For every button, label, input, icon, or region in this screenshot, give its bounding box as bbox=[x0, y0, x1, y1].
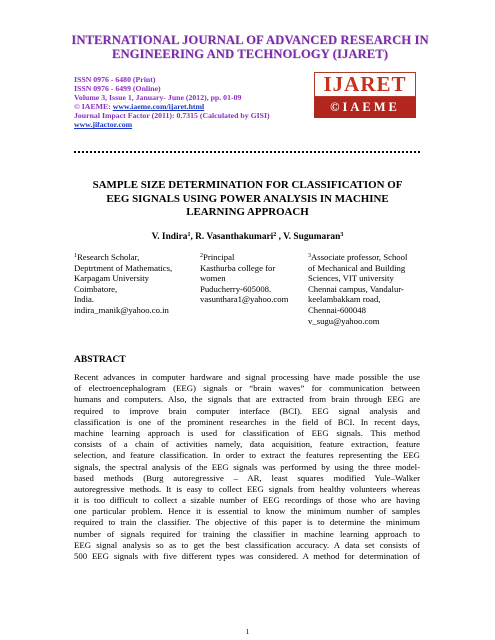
affil3-line: keelambakkam road, bbox=[308, 294, 381, 305]
affil3-email: v_sugu@yahoo.com bbox=[308, 315, 380, 326]
abstract-line: EEG signal analysis so as to get the best classification accuracy. A data set consists of bbox=[74, 539, 420, 550]
abstract-line: it is too difficult to collect a sizable number of EEG recordings of those who are having bbox=[74, 495, 420, 506]
impact-factor: Journal Impact Factor (2011): 0.7315 (Calculated by GISI) bbox=[74, 111, 270, 121]
affil1-line: Deptrtment of Mathematics, bbox=[74, 262, 173, 273]
author-sep-2: , bbox=[276, 232, 284, 242]
affil1-line: Coimbatore, bbox=[74, 283, 118, 294]
affil2-line: women bbox=[200, 273, 226, 284]
iaeme-link[interactable]: www.iaeme.com/ijaret.html bbox=[112, 102, 205, 112]
author-3: V. Sugumaran bbox=[283, 232, 341, 242]
page-number: 1 bbox=[245, 627, 250, 636]
abstract-line: Recent advances in computer hardware and signal processing have made possible the use bbox=[74, 372, 420, 382]
affil3-line: Chennai-600048 bbox=[308, 304, 366, 315]
journal-title bbox=[60, 34, 440, 61]
issn-print: ISSN 0976 - 6480 (Print) bbox=[74, 75, 156, 84]
journal-title-line1: INTERNATIONAL JOURNAL OF ADVANCED RESEARCH IN bbox=[71, 33, 429, 47]
author-sep-1: , bbox=[190, 232, 196, 242]
affil1-line: Research Scholar, bbox=[77, 252, 140, 262]
journal-title-line2: ENGINEERING AND TECHNOLOGY (IJARET) bbox=[111, 46, 389, 61]
affil3-line: Associate professor, School bbox=[311, 252, 408, 262]
affil3-line: of Mechanical and Building bbox=[308, 262, 406, 273]
abstract-line: consists of a chain of activities namely, data acquisition, feature extraction, feature bbox=[74, 439, 420, 450]
logo-top-text: IJARET bbox=[314, 72, 416, 97]
affil3-line: Chennai campus, Vandalur- bbox=[308, 283, 404, 294]
title-line1: SAMPLE SIZE DETERMINATION FOR CLASSIFICATION OF bbox=[92, 179, 403, 191]
abstract-line: one particular problem. Hence it is essential to know the minimum number of samples bbox=[74, 506, 420, 517]
ijaret-logo bbox=[314, 72, 416, 118]
iaeme-line bbox=[74, 102, 314, 111]
abstract-line: selection, and feature classification. In order to extract the features representing the EEG bbox=[74, 450, 420, 461]
abstract-line: classification is one of the prominent researches in the field of BCI. In recent days, bbox=[74, 416, 420, 427]
title-line2: EEG SIGNALS USING POWER ANALYSIS IN MACHINE bbox=[106, 192, 389, 205]
paper-title bbox=[70, 179, 425, 220]
volume-info: Volume 3, Issue 1, January- June (2012), pp. 01-09 bbox=[74, 93, 242, 103]
abstract-line: number of signals required for training the classifier in machine learning approach to bbox=[74, 528, 420, 539]
author-1: V. Indira bbox=[151, 232, 188, 242]
logo-bottom-text: ©IAEME bbox=[314, 97, 416, 118]
abstract-line: required to train the classifier. The objective of this paper is to determine the minimum bbox=[74, 517, 420, 528]
affiliation-2: $^2$Principal Kasthurba college for women Puducherry-605008. vasunthara1@yahoo.com bbox=[200, 252, 289, 305]
affiliation-3: $^3$Associate professor, School of Mechanical and Building Sciences, VIT university Chennai campus, Vandalur- keelambakkam road, Chennai-600048 v_sugu@yahoo.com bbox=[308, 252, 408, 326]
abstract-line: signals, the spectral analysis of the EEG signals was performed by using the three model- bbox=[74, 461, 420, 472]
affil1-email: indira_manik@yahoo.co.in bbox=[74, 304, 169, 315]
abstract-line: based methods (Burg autoregressive – AR, least squares modified Yule–Walker bbox=[74, 472, 420, 483]
abstract-line: 500 EEG signals with five different types was considered. A method for determination of bbox=[74, 551, 420, 561]
journal-info bbox=[74, 75, 314, 130]
affiliation-1: $^1$Research Scholar, Deptrtment of Mathematics, Karpagam University Coimbatore, India. indira_manik@yahoo.co.in bbox=[74, 252, 173, 315]
abstract-line: machine learning approach is used for classification of EEG signals. This method bbox=[74, 427, 420, 438]
abstract-heading: ABSTRACT bbox=[74, 355, 126, 365]
jifactor-link[interactable]: www.jifactor.com bbox=[74, 120, 133, 130]
affil2-line: Puducherry-605008. bbox=[200, 283, 272, 294]
author-2: R. Vasanthakumari bbox=[195, 232, 274, 242]
abstract-body bbox=[74, 372, 420, 562]
affil2-line: Principal bbox=[203, 252, 235, 262]
affil2-email: vasunthara1@yahoo.com bbox=[200, 294, 289, 305]
dotted-divider bbox=[74, 151, 420, 155]
affil1-line: Karpagam University bbox=[74, 273, 150, 284]
abstract-line: autoregressive methods. It is easy to collect EEG signals from healthy volunteers whereas bbox=[74, 483, 420, 494]
title-line3: LEARNING APPROACH bbox=[186, 206, 309, 218]
affil1-line: India. bbox=[74, 294, 95, 305]
author-list: V. Indira$^1$, R. Vasanthakumari$^2$ , V. Sugumaran$^3$ bbox=[151, 232, 344, 242]
affil3-line: Sciences, VIT university bbox=[308, 273, 394, 284]
abstract-line: of electroencephalogram (EEG) signals or “brain waves” for communication between bbox=[74, 383, 420, 394]
issn-online: ISSN 0976 - 6499 (Online) bbox=[74, 84, 161, 94]
iaeme-prefix: © IAEME: bbox=[74, 102, 113, 112]
abstract-line: required to improve brain computer interface (BCI). EEG signal analysis and bbox=[74, 405, 420, 416]
abstract-line: humans and computers. Also, the signals that are extracted from brain through EEG are bbox=[74, 394, 420, 405]
affil2-line: Kasthurba college for bbox=[200, 262, 276, 273]
